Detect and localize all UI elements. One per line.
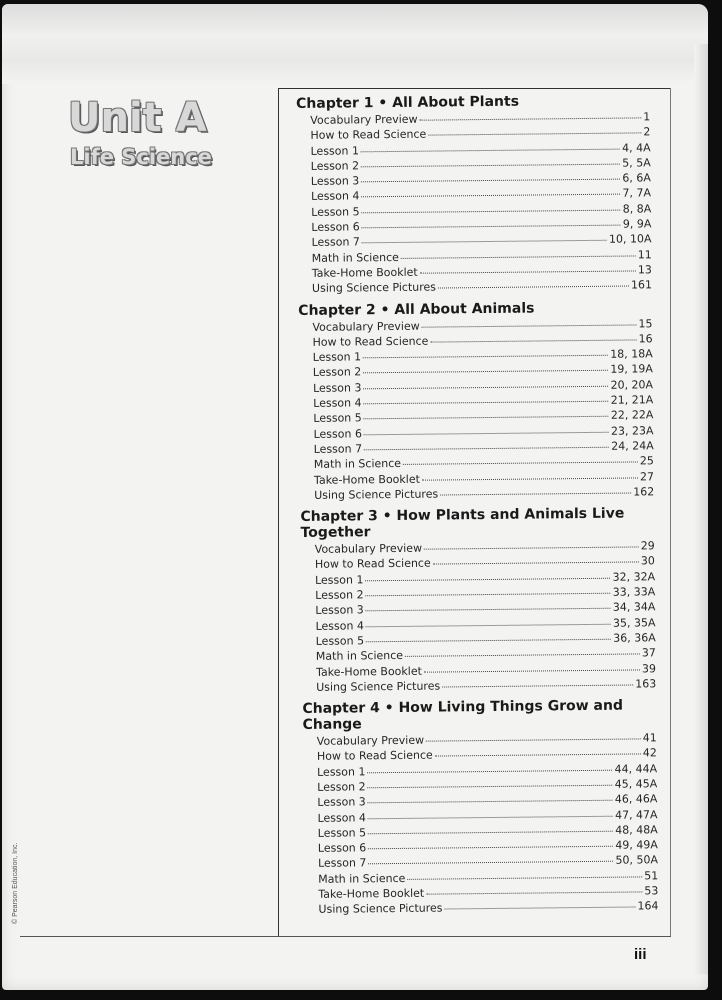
- toc-top-rule: [278, 88, 670, 89]
- toc-entry-pages: 34, 34A: [612, 600, 656, 615]
- chapter-entry-list: [298, 316, 654, 503]
- page-number: iii: [634, 946, 647, 963]
- toc-entry-label: Lesson 1: [317, 764, 366, 779]
- dot-leader: [426, 891, 642, 894]
- toc-entry-label: How to Read Science: [310, 127, 427, 143]
- dot-leader: [368, 861, 613, 865]
- dot-leader: [361, 163, 620, 167]
- toc-entry-pages: 161: [630, 278, 653, 292]
- toc-entry-pages: 9, 9A: [622, 217, 652, 231]
- toc-entry-label: Lesson 1: [312, 350, 362, 364]
- dot-leader: [420, 270, 636, 273]
- dot-leader: [361, 179, 620, 183]
- unit-subtitle: Life Science: [70, 145, 212, 169]
- dot-leader: [433, 562, 639, 565]
- dot-leader: [366, 593, 611, 597]
- toc-entry-label: Lesson 3: [310, 174, 360, 189]
- toc-entry-label: How to Read Science: [316, 748, 433, 764]
- dot-leader: [422, 324, 637, 327]
- toc-entry-label: Lesson 3: [312, 381, 362, 395]
- toc-entry-label: Lesson 7: [317, 856, 367, 871]
- dot-leader: [405, 654, 640, 657]
- dot-leader: [363, 370, 608, 374]
- toc-entry-pages: 16: [638, 332, 653, 346]
- toc-entry-label: Using Science Pictures: [314, 487, 439, 502]
- dot-leader: [362, 240, 607, 244]
- toc-entry-label: Vocabulary Preview: [314, 541, 423, 556]
- toc-entry-pages: 37: [641, 646, 656, 660]
- toc-entry-pages: 164: [637, 899, 659, 913]
- toc-entry-pages: 30: [640, 554, 655, 568]
- toc-entry-label: Math in Science: [313, 457, 402, 472]
- toc-entry: [314, 484, 654, 503]
- toc-entry-label: Lesson 5: [313, 411, 362, 426]
- toc-entry-label: Take-Home Booklet: [315, 664, 422, 679]
- curled-page-edge: [2, 4, 708, 84]
- toc-entry-pages: 47, 47A: [614, 807, 658, 822]
- toc-entry-pages: 35, 35A: [612, 615, 656, 630]
- dot-leader: [368, 815, 613, 819]
- toc-entry-label: Lesson 1: [315, 573, 364, 587]
- toc-entry-label: Lesson 2: [315, 588, 364, 602]
- dot-leader: [368, 800, 613, 804]
- dot-leader: [361, 194, 620, 198]
- toc-entry-pages: 41: [642, 731, 657, 745]
- toc-entry-label: Lesson 1: [310, 143, 360, 158]
- toc-entry-label: Take-Home Booklet: [318, 886, 425, 901]
- toc-entry-pages: 15: [638, 316, 653, 330]
- toc-entry-pages: 2: [643, 125, 651, 139]
- toc-entry-pages: 50, 50A: [615, 853, 659, 868]
- dot-leader: [368, 846, 613, 850]
- dot-leader: [362, 209, 621, 213]
- dot-leader: [363, 385, 608, 389]
- toc-entry-label: Take-Home Booklet: [313, 472, 420, 487]
- dot-leader: [366, 623, 611, 627]
- dot-leader: [440, 492, 631, 495]
- unit-title: Unit A: [68, 95, 207, 141]
- toc-entry-label: Lesson 7: [313, 442, 363, 456]
- toc-entry-label: Using Science Pictures: [311, 280, 437, 296]
- dot-leader: [435, 754, 641, 757]
- chapter-title: Chapter 1 • All About Plants: [296, 93, 520, 112]
- toc-chapter: [298, 299, 654, 503]
- toc-entry-label: Lesson 5: [317, 826, 367, 840]
- toc-entry-label: Using Science Pictures: [316, 679, 441, 694]
- toc-entry-pages: 162: [633, 485, 655, 499]
- dot-leader: [422, 477, 638, 480]
- chapter-entry-list: [303, 730, 659, 917]
- toc-entry-pages: 18, 18A: [610, 347, 653, 361]
- dot-leader: [428, 133, 641, 136]
- dot-leader: [364, 401, 609, 405]
- dot-leader: [442, 684, 633, 687]
- toc-entry-label: Math in Science: [318, 871, 406, 886]
- toc-entry-pages: 19, 19A: [610, 362, 653, 377]
- dot-leader: [366, 608, 611, 612]
- dot-leader: [424, 669, 640, 672]
- dot-leader: [424, 547, 639, 550]
- chapter-title: Chapter 2 • All About Animals: [298, 300, 535, 319]
- chapter-entry-list: [296, 109, 652, 296]
- toc-entry-label: Lesson 4: [313, 396, 362, 410]
- dot-leader: [366, 639, 611, 643]
- dot-leader: [368, 831, 613, 835]
- toc-entry-label: Lesson 6: [313, 426, 362, 441]
- dot-leader: [361, 148, 620, 152]
- toc-entry-pages: 23, 23A: [610, 423, 654, 438]
- toc-entry-pages: 45, 45A: [614, 777, 658, 791]
- dot-leader: [426, 739, 641, 742]
- toc-entry-label: Lesson 3: [317, 795, 366, 810]
- toc-entry-label: How to Read Science: [312, 334, 429, 349]
- toc-entry-label: Vocabulary Preview: [312, 319, 420, 334]
- dot-leader: [363, 355, 608, 359]
- dot-leader: [445, 907, 636, 910]
- dot-leader: [364, 447, 609, 451]
- toc-entry-label: Vocabulary Preview: [310, 112, 418, 127]
- toc-entry-label: Lesson 2: [310, 159, 360, 173]
- toc-right-rule: [670, 88, 671, 936]
- table-of-contents: [296, 92, 659, 923]
- toc-entry-label: Lesson 5: [315, 634, 365, 648]
- toc-entry-pages: 163: [635, 677, 657, 691]
- toc-entry: [312, 278, 652, 297]
- toc-entry-pages: 53: [644, 884, 659, 898]
- toc-entry-label: Lesson 3: [315, 603, 364, 618]
- toc-entry-pages: 27: [639, 469, 655, 483]
- dot-leader: [403, 462, 638, 465]
- dot-leader: [367, 769, 612, 773]
- toc-entry-label: Lesson 6: [317, 841, 367, 855]
- toc-entry-pages: 1: [643, 110, 651, 124]
- dot-leader: [438, 286, 629, 289]
- toc-entry-pages: 7, 7A: [622, 186, 652, 201]
- dot-leader: [365, 577, 610, 581]
- toc-chapter: [302, 697, 658, 917]
- toc-chapter: [300, 505, 656, 695]
- toc-entry-pages: 51: [644, 869, 659, 883]
- toc-entry-pages: 13: [637, 263, 652, 277]
- toc-entry: [316, 676, 656, 695]
- toc-entry-label: How to Read Science: [314, 557, 431, 572]
- toc-entry-pages: 24, 24A: [611, 439, 654, 453]
- toc-entry-label: Using Science Pictures: [318, 901, 443, 917]
- toc-entry-pages: 36, 36A: [613, 631, 656, 645]
- dot-leader: [368, 785, 613, 789]
- toc-entry-pages: 4, 4A: [621, 140, 651, 155]
- footer-rule: [20, 936, 671, 937]
- toc-entry-label: Take-Home Booklet: [311, 265, 418, 280]
- toc-entry-pages: 39: [641, 661, 657, 675]
- toc-entry-pages: 21, 21A: [610, 393, 654, 407]
- toc-entry-pages: 44, 44A: [614, 761, 658, 776]
- toc-entry-label: Lesson 7: [311, 235, 360, 250]
- toc-entry: [318, 899, 658, 918]
- toc-left-rule: [278, 88, 279, 936]
- dot-leader: [364, 431, 609, 435]
- chapter-title: Chapter 3 • How Plants and Animals Live Together: [300, 505, 625, 542]
- chapter-entry-list: [301, 538, 657, 695]
- toc-entry-pages: 48, 48A: [615, 823, 658, 837]
- toc-entry-pages: 11: [637, 247, 652, 262]
- dot-leader: [364, 416, 609, 420]
- toc-entry-label: Lesson 2: [317, 780, 366, 794]
- toc-entry-pages: 5, 5A: [622, 156, 651, 170]
- toc-entry-label: Vocabulary Preview: [316, 733, 425, 748]
- toc-entry-pages: 33, 33A: [612, 585, 656, 599]
- toc-entry-pages: 46, 46A: [614, 792, 658, 806]
- dot-leader: [407, 876, 642, 879]
- toc-entry-pages: 10, 10A: [608, 232, 652, 247]
- toc-entry-pages: 6, 6A: [622, 171, 651, 185]
- toc-entry-pages: 20, 20A: [610, 378, 654, 392]
- toc-entry-label: Lesson 4: [310, 189, 360, 204]
- copyright-notice: © Pearson Education, Inc.: [12, 842, 19, 924]
- chapter-title: Chapter 4 • How Living Things Grow and Change: [302, 697, 624, 734]
- toc-entry-label: Lesson 4: [317, 810, 367, 825]
- toc-entry-pages: 42: [642, 746, 657, 760]
- dot-leader: [420, 117, 642, 120]
- toc-entry-label: Math in Science: [311, 250, 399, 265]
- toc-entry-pages: 8, 8A: [622, 202, 652, 216]
- page-right-edge: [694, 44, 708, 974]
- dot-leader: [430, 339, 636, 342]
- toc-entry-label: Lesson 5: [311, 205, 360, 219]
- toc-chapter: [296, 92, 652, 296]
- toc-entry-pages: 49, 49A: [615, 838, 658, 852]
- toc-entry-label: Lesson 4: [315, 618, 364, 633]
- toc-entry-label: Math in Science: [315, 649, 404, 664]
- toc-entry-pages: 29: [640, 539, 655, 553]
- toc-entry-pages: 32, 32A: [612, 569, 656, 584]
- toc-entry-label: Lesson 6: [311, 220, 360, 234]
- toc-entry-label: Lesson 2: [312, 365, 362, 380]
- toc-entry-pages: 22, 22A: [610, 408, 654, 423]
- dot-leader: [401, 255, 636, 258]
- toc-entry-pages: 25: [639, 454, 654, 468]
- dot-leader: [362, 225, 621, 229]
